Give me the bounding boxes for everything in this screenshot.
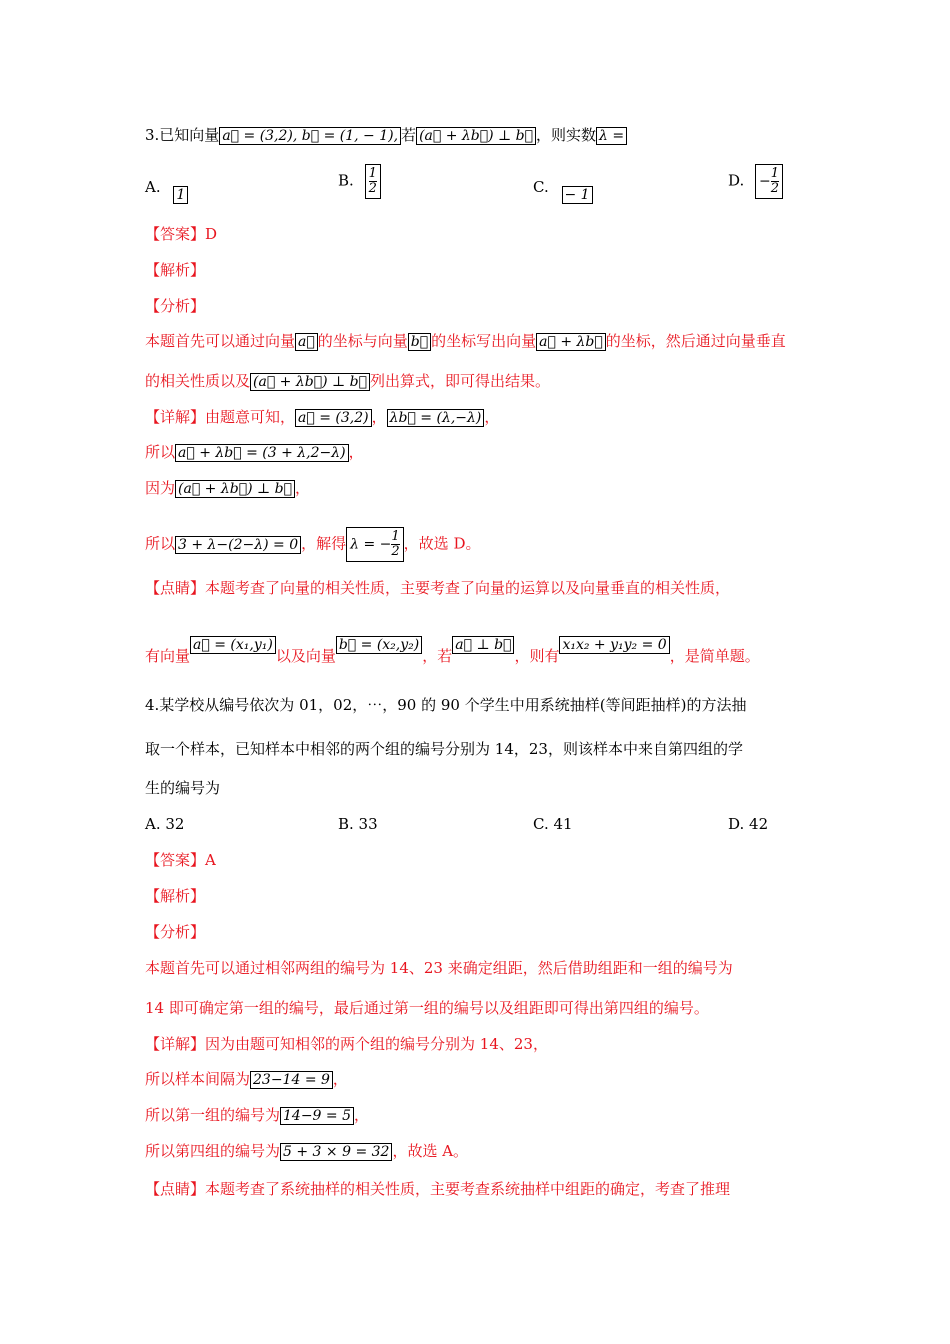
comment-label: 【点睛】 (145, 1180, 206, 1198)
q4-stem-line1: 4.某学校从编号依次为 01，02，⋯，90 的 90 个学生中用系统抽样(等间距抽样)的方法抽 (145, 696, 747, 714)
formula: x₁x₂ + y₁y₂ = 0 (559, 636, 669, 654)
option-value (365, 164, 381, 199)
q4-option-b: B. 33 (338, 815, 378, 833)
formula: b⃗ (408, 333, 431, 351)
q4-detail-line2 (145, 1068, 348, 1090)
q4-option-d: D. 42 (728, 815, 769, 833)
text: 本题考查了系统抽样的相关性质，主要考查系统抽样中组距的确定，考查了推理 (205, 1180, 731, 1198)
formula: a⃗ + λb⃗ (536, 333, 606, 351)
text: 列出算式，即可得出结果。 (369, 372, 550, 390)
frac-den: 2 (391, 544, 400, 559)
text: ，故选 D。 (403, 534, 481, 553)
text: 所以样本间隔为 (145, 1070, 251, 1088)
frac-den: 2 (368, 181, 377, 196)
q3-vector-formula: a⃗ = (3,2), b⃗ = (1, − 1), (219, 127, 401, 145)
lambda-text: λ = − (350, 536, 392, 553)
text: 因为由题可知相邻的两个组的编号分别为 14、23， (205, 1035, 548, 1053)
q3-analysis-line2 (145, 370, 550, 392)
detail-label: 【详解】 (145, 408, 206, 426)
text: 因为 (145, 479, 176, 497)
q4-answer: 【答案】A (145, 851, 216, 869)
frac-num: 1 (770, 166, 780, 181)
text: 有向量 (145, 647, 191, 665)
q4-comment-line1 (145, 1178, 730, 1200)
q3-comment-line2 (145, 637, 760, 667)
q3-analysis-line1 (145, 330, 786, 352)
q3-option-c (533, 176, 593, 203)
text: 的相关性质以及 (145, 372, 251, 390)
q3-detail-line3 (145, 477, 310, 499)
formula: 14−9 = 5 (280, 1107, 354, 1125)
text: 由题意可知， (205, 408, 296, 426)
q4-analysis-line1: 本题首先可以通过相邻两组的编号为 14、23 来确定组距，然后借助组距和一组的编号为 (145, 959, 733, 977)
comment-label: 【点睛】 (145, 579, 206, 597)
q3-stem (145, 124, 627, 146)
option-value: − 1 (562, 186, 593, 204)
formula: (a⃗ + λb⃗) ⊥ b⃗ (250, 373, 370, 391)
formula: 23−14 = 9 (250, 1071, 333, 1089)
q4-analysis-line2: 14 即可确定第一组的编号，最后通过第一组的编号以及组距即可得出第四组的编号。 (145, 999, 709, 1017)
option-value (755, 164, 783, 199)
option-label: C. (533, 178, 549, 196)
q3-jiexi-heading: 【解析】 (145, 261, 206, 279)
frac-den: 2 (770, 181, 780, 196)
q3-lambda-formula: λ = (596, 127, 627, 145)
text: 的坐标，然后通过向量垂直 (605, 332, 786, 350)
text: ，若 (422, 647, 453, 665)
formula: λb⃗ = (λ,−λ) (387, 409, 485, 427)
frac-num: 1 (391, 529, 400, 544)
formula: b⃗ = (x₂,y₂) (336, 636, 422, 654)
frac-num: 1 (368, 166, 377, 181)
text: 本题首先可以通过向量 (145, 332, 296, 350)
formula: a⃗ + λb⃗ = (3 + λ,2−λ) (175, 444, 349, 462)
q3-option-a (145, 176, 188, 203)
q3-answer: 【答案】D (145, 225, 218, 243)
q4-stem-line2: 取一个样本，已知样本中相邻的两个组的编号分别为 14，23，则该样本中来自第四组的学 (145, 740, 743, 758)
formula: a⃗ (295, 333, 318, 351)
detail-label: 【详解】 (145, 1035, 206, 1053)
text: 所以第四组的编号为 (145, 1142, 281, 1160)
formula: (a⃗ + λb⃗) ⊥ b⃗ (175, 480, 295, 498)
frac-sign: − (759, 173, 771, 190)
q3-detail-line2 (145, 441, 364, 463)
q3-option-b (338, 164, 381, 199)
text: 本题考查了向量的相关性质，主要考查了向量的运算以及向量垂直的相关性质， (205, 579, 731, 597)
q4-detail-line3 (145, 1104, 369, 1126)
text: ， (332, 1070, 348, 1088)
q3-detail-line4 (145, 527, 480, 562)
q4-detail-line4 (145, 1140, 468, 1162)
text: ，则有 (514, 647, 560, 665)
text: 所以 (145, 534, 176, 553)
option-value: 1 (173, 186, 188, 204)
q3-fenxi-heading: 【分析】 (145, 297, 206, 315)
q3-comment-line1 (145, 577, 730, 599)
q4-option-c: C. 41 (533, 815, 573, 833)
text: 以及向量 (275, 647, 336, 665)
q3-stem-text: 若 (401, 126, 417, 144)
option-label: D. (728, 171, 745, 190)
formula: a⃗ = (x₁,y₁) (190, 636, 276, 654)
text: ， (348, 443, 364, 461)
q4-fenxi-heading: 【分析】 (145, 923, 206, 941)
text: 所以 (145, 443, 176, 461)
formula (346, 527, 404, 562)
text: ，是简单题。 (669, 647, 760, 665)
formula: 3 + λ−(2−λ) = 0 (175, 536, 301, 554)
q4-stem-line3: 生的编号为 (145, 779, 221, 797)
q3-stem-text: ，则实数 (536, 126, 597, 144)
text: ， (371, 408, 387, 426)
q3-perp-formula: (a⃗ + λb⃗) ⊥ b⃗ (416, 127, 536, 145)
text: ， (354, 1106, 370, 1124)
text: ， (484, 408, 500, 426)
text: 的坐标与向量 (317, 332, 408, 350)
text: 所以第一组的编号为 (145, 1106, 281, 1124)
q4-jiexi-heading: 【解析】 (145, 887, 206, 905)
q4-option-a: A. 32 (145, 815, 185, 833)
text: ，解得 (301, 534, 347, 553)
text: ， (294, 479, 310, 497)
option-label: A. (145, 178, 161, 196)
option-label: B. (338, 171, 354, 190)
formula: a⃗ ⊥ b⃗ (452, 636, 514, 654)
formula: 5 + 3 × 9 = 32 (280, 1143, 392, 1161)
text: ，故选 A。 (392, 1142, 469, 1160)
text: 的坐标写出向量 (431, 332, 537, 350)
q4-detail-line1 (145, 1033, 548, 1055)
q3-option-d (728, 164, 783, 199)
q3-detail-line1 (145, 406, 499, 428)
q3-stem-text: 3.已知向量 (145, 126, 220, 144)
formula: a⃗ = (3,2) (295, 409, 372, 427)
